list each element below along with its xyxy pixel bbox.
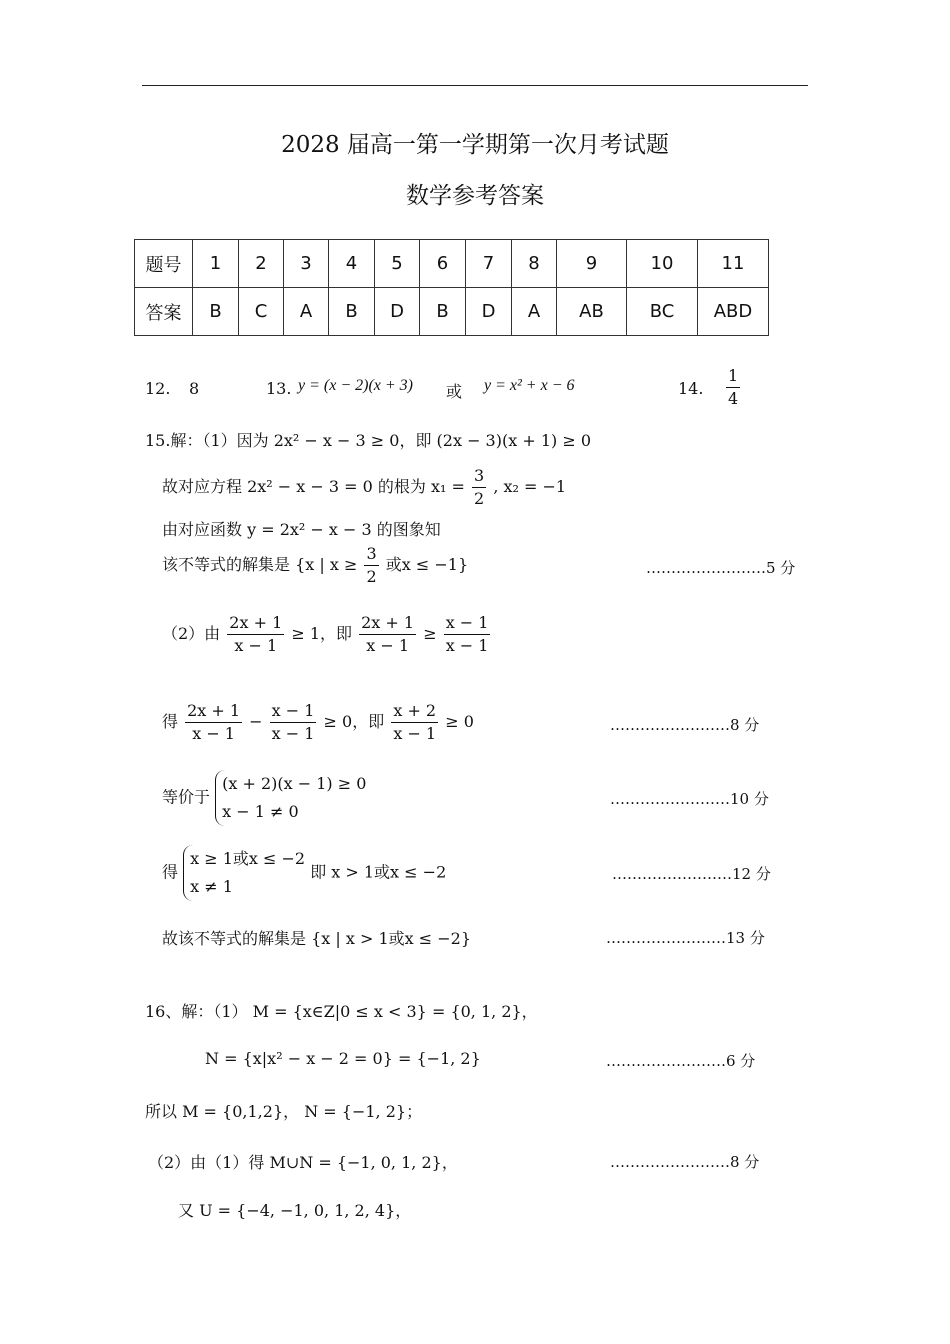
text: ≥: [423, 624, 437, 643]
q15-part2-line1: [162, 612, 492, 657]
text: （2）由: [162, 624, 221, 643]
frac-den: x − 1: [192, 724, 235, 743]
table-row-label: 题号: [135, 240, 193, 288]
text: ≥ 0: [445, 712, 474, 731]
table-cell: 4: [329, 240, 375, 288]
q13-label: 13.: [266, 379, 292, 398]
q14-den: 4: [728, 389, 739, 408]
frac-den: x − 1: [445, 636, 489, 655]
table-cell: 9: [557, 240, 627, 288]
score-8: ……………………8 分: [610, 716, 760, 734]
table-cell: 1: [193, 240, 239, 288]
frac-den: x − 1: [271, 724, 315, 743]
text: −: [249, 712, 263, 731]
q14-num: 1: [726, 365, 740, 388]
q13-eq1: y = (x − 2)(x + 3): [298, 377, 414, 394]
q15-part2-line3: [162, 770, 366, 826]
system-line: x ≥ 1或x ≤ −2: [190, 849, 306, 868]
q16-line4: （2）由（1）得 M∪N = {−1, 0, 1, 2}，: [148, 1153, 458, 1172]
header-rule: [142, 85, 808, 86]
table-cell: D: [466, 288, 512, 336]
table-cell: 8: [512, 240, 557, 288]
frac-den: 2: [474, 489, 485, 508]
q13-eq2: y = x² + x − 6: [484, 377, 575, 394]
q13-or: 或: [446, 382, 463, 401]
q14-label: 14.: [678, 379, 704, 398]
frac-den: 2: [366, 567, 377, 586]
text: 等价于: [162, 787, 211, 807]
q15-part2-line2: [162, 700, 474, 745]
frac-den: x − 1: [234, 636, 278, 655]
q12-answer: 8: [189, 379, 200, 398]
text: ≥ 1，即: [291, 624, 353, 643]
text: ≥ 0，即: [323, 712, 385, 731]
table-cell: 7: [466, 240, 512, 288]
score-6: ……………………6 分: [606, 1052, 756, 1070]
q16-line5: 又 U = {−4, −1, 0, 1, 2, 4}，: [178, 1201, 412, 1220]
table-cell: 11: [698, 240, 769, 288]
q15-line3: 由对应函数 y = 2x² − x − 3 的图象知: [162, 520, 441, 539]
answer-table: [134, 239, 769, 336]
frac-num: x + 2: [391, 700, 438, 723]
score-10: ……………………10 分: [610, 790, 769, 808]
score-8b: ……………………8 分: [610, 1153, 760, 1171]
frac-den: x − 1: [393, 724, 437, 743]
system-line: x − 1 ≠ 0: [222, 802, 299, 821]
q16-line3: 所以 M = {0,1,2}， N = {−1, 2}；: [145, 1102, 423, 1121]
table-cell: AB: [557, 288, 627, 336]
page-subtitle: 数学参考答案: [406, 183, 544, 209]
table-cell: A: [512, 288, 557, 336]
frac-num: x − 1: [270, 700, 317, 723]
table-cell: B: [193, 288, 239, 336]
q14-fraction: [724, 365, 742, 410]
q15-line4-a: 该不等式的解集是 {x | x ≥: [162, 555, 358, 574]
frac-den: x − 1: [366, 636, 409, 655]
frac-num: 2x + 1: [359, 612, 416, 635]
score-12: ……………………12 分: [612, 865, 771, 883]
system-line: (x + 2)(x − 1) ≥ 0: [222, 774, 367, 793]
frac-num: 3: [364, 543, 378, 566]
q12-label: 12.: [145, 379, 171, 398]
brace-system: [215, 770, 366, 826]
table-cell: BC: [627, 288, 698, 336]
q15-line4: [162, 543, 468, 588]
table-cell: D: [375, 288, 420, 336]
q15-conclusion: 故该不等式的解集是 {x | x > 1或x ≤ −2}: [162, 929, 472, 948]
table-cell: B: [420, 288, 466, 336]
table-cell: 5: [375, 240, 420, 288]
table-row-answers: [135, 288, 769, 336]
text: 即 x > 1或x ≤ −2: [310, 862, 447, 882]
q15-line2: [162, 465, 566, 510]
q16-line2: N = {x|x² − x − 2 = 0} = {−1, 2}: [205, 1049, 481, 1068]
q15-line1: 15.解：（1）因为 2x² − x − 3 ≥ 0，即 (2x − 3)(x + 1) ≥ 0: [145, 431, 592, 450]
table-cell: ABD: [698, 288, 769, 336]
q15-line4-b: 或x ≤ −1}: [385, 555, 469, 574]
table-cell: 3: [284, 240, 329, 288]
table-cell: 6: [420, 240, 466, 288]
table-cell: B: [329, 288, 375, 336]
table-cell: 10: [627, 240, 698, 288]
score-5: ……………………5 分: [646, 559, 796, 577]
frac-num: 2x + 1: [227, 612, 284, 635]
q15-line2-a: 故对应方程 2x² − x − 3 = 0 的根为 x₁ =: [162, 477, 465, 496]
frac-num: 3: [472, 465, 486, 488]
frac-num: x − 1: [444, 612, 491, 635]
q15-part2-line4: [162, 845, 446, 901]
q15-line2-b: , x₂ = −1: [493, 477, 567, 496]
table-row-label: 答案: [135, 288, 193, 336]
frac-num: 2x + 1: [185, 700, 242, 723]
system-line: x ≠ 1: [190, 877, 233, 896]
table-row-numbers: [135, 240, 769, 288]
page-title: 2028 届高一第一学期第一次月考试题: [281, 132, 669, 158]
text: 得: [162, 712, 179, 731]
table-cell: C: [239, 288, 284, 336]
brace-system: [183, 845, 305, 901]
text: 得: [162, 862, 179, 882]
q16-line1: 16、解：（1） M = {x∈Z|0 ≤ x < 3} = {0, 1, 2}，: [145, 1002, 538, 1021]
score-13: ……………………13 分: [606, 929, 765, 947]
table-cell: 2: [239, 240, 284, 288]
table-cell: A: [284, 288, 329, 336]
